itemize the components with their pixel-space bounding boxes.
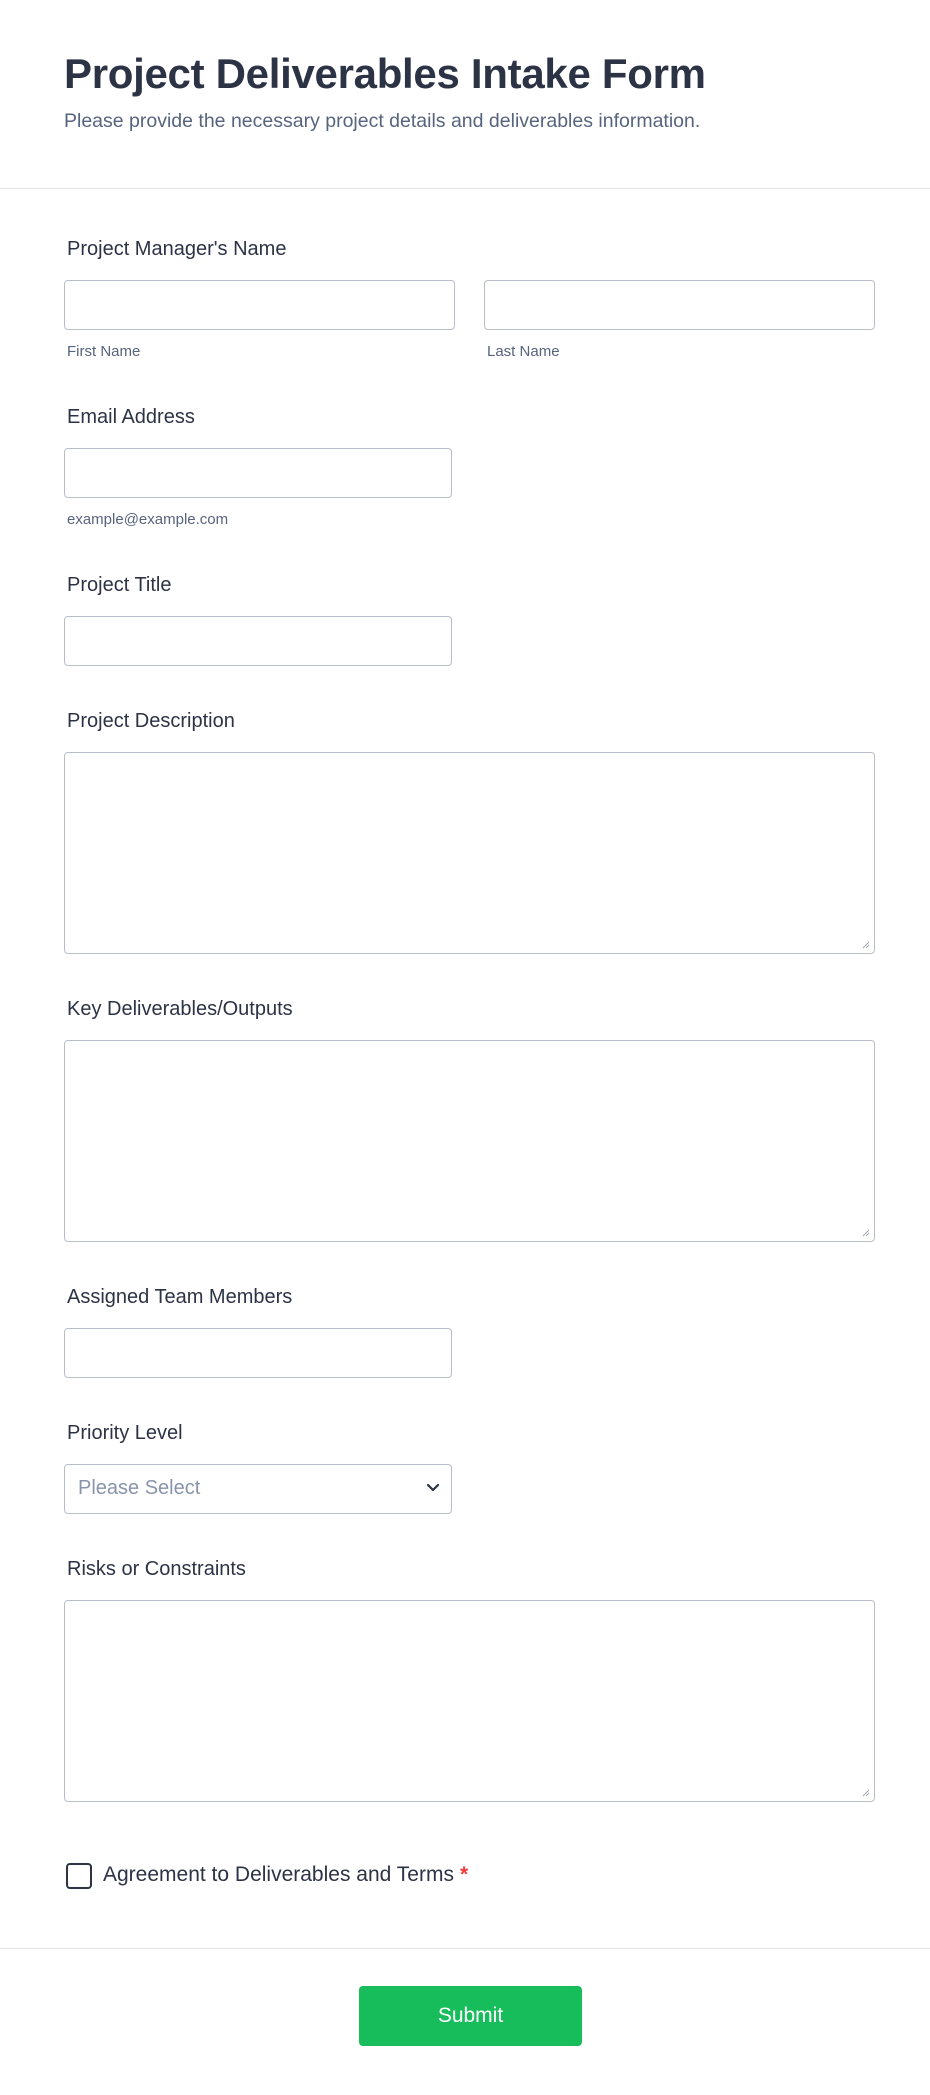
project-description-textarea[interactable] — [64, 752, 875, 954]
risks-label: Risks or Constraints — [67, 1558, 246, 1580]
footer-divider — [0, 1948, 930, 1949]
risks-textarea[interactable] — [64, 1600, 875, 1802]
key-deliverables-textarea[interactable] — [64, 1040, 875, 1242]
email-sublabel: example@example.com — [67, 511, 229, 528]
last-name-sublabel: Last Name — [487, 343, 560, 360]
agreement-label[interactable] — [103, 1863, 468, 1887]
form-header — [0, 0, 930, 189]
chevron-down-icon — [425, 1482, 441, 1494]
agreement-checkbox[interactable] — [66, 1863, 92, 1889]
team-members-input[interactable] — [64, 1328, 452, 1378]
key-deliverables-label: Key Deliverables/Outputs — [67, 998, 293, 1020]
priority-label: Priority Level — [67, 1422, 183, 1444]
resize-grip-icon[interactable] — [860, 1227, 870, 1237]
project-title-label: Project Title — [67, 574, 172, 596]
resize-grip-icon[interactable] — [860, 939, 870, 949]
priority-select[interactable] — [64, 1464, 452, 1514]
agreement-label-text: Agreement to Deliverables and Terms — [103, 1863, 454, 1886]
required-marker: * — [459, 1863, 469, 1886]
team-members-label: Assigned Team Members — [67, 1286, 293, 1308]
submit-button[interactable]: Submit — [359, 1986, 582, 2046]
first-name-sublabel: First Name — [67, 343, 141, 360]
manager-name-label: Project Manager's Name — [67, 238, 287, 260]
resize-grip-icon[interactable] — [860, 1787, 870, 1797]
first-name-input[interactable] — [64, 280, 455, 330]
form-title: Project Deliverables Intake Form — [64, 50, 706, 97]
email-input[interactable] — [64, 448, 452, 498]
form-subtitle: Please provide the necessary project details and deliverables information. — [64, 110, 701, 132]
email-label: Email Address — [67, 406, 195, 428]
priority-selected-value: Please Select — [78, 1477, 201, 1499]
project-description-label: Project Description — [67, 710, 235, 732]
last-name-input[interactable] — [484, 280, 875, 330]
project-title-input[interactable] — [64, 616, 452, 666]
